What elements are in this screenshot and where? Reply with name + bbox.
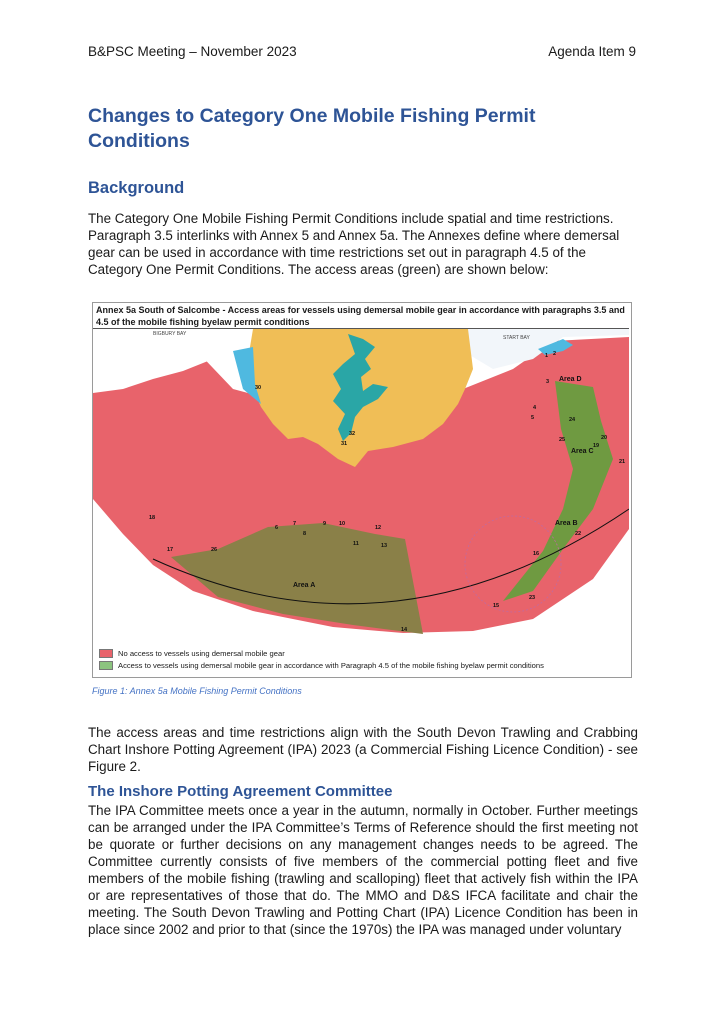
point-14: 14 (401, 627, 408, 633)
background-heading: Background (88, 179, 185, 197)
ipa-alignment-paragraph: The access areas and time restrictions align with the South Devon Trawling and Crabbing Chart Inshore Potting Agreement (IPA) 2023 (a Commercial Fishing Licence Condition) - see Figure 2. (88, 725, 638, 774)
point-11: 11 (353, 541, 359, 547)
point-25: 25 (559, 437, 566, 443)
sea-label-bigbury: BIGBURY BAY (153, 331, 187, 337)
point-9: 9 (323, 521, 327, 527)
ipa-committee-heading: The Inshore Potting Agreement Committee (88, 783, 393, 800)
point-32: 32 (349, 431, 356, 437)
label-area-c: Area C (571, 448, 594, 455)
point-21: 21 (619, 459, 626, 465)
point-24: 24 (569, 417, 576, 423)
annex-map-figure (92, 302, 632, 678)
sea-label-start: START BAY (503, 335, 530, 341)
background-paragraph: The Category One Mobile Fishing Permit Conditions include spatial and time restrictions. Paragraph 3.5 interlinks with Annex 5 and Annex 5a. The Annexes define where demersal gear can be used in accordance with time restrictions set out in paragraph 4.5 of the Category One Permit Conditions. The access areas (green) are shown below: (88, 211, 620, 277)
point-31: 31 (341, 441, 348, 447)
label-area-a: Area A (293, 582, 316, 589)
annex-map (93, 329, 629, 641)
point-10: 10 (339, 521, 346, 527)
header-agenda-item: Agenda Item 9 (548, 44, 636, 59)
point-16: 16 (533, 551, 540, 557)
point-1: 1 (545, 353, 549, 359)
point-17: 17 (167, 547, 174, 553)
point-8: 8 (303, 531, 307, 537)
legend-label-access: Access to vessels using demersal mobile gear in accordance with Paragraph 4.5 of the mobile fishing byelaw permit conditions (118, 661, 544, 670)
figure-caption: Figure 1: Annex 5a Mobile Fishing Permit Conditions (92, 686, 302, 696)
label-area-b: Area B (555, 520, 578, 527)
point-3: 3 (546, 379, 550, 385)
point-18: 18 (149, 515, 156, 521)
point-7: 7 (293, 521, 297, 527)
point-20: 20 (601, 435, 608, 441)
point-23: 23 (529, 595, 536, 601)
point-4: 4 (533, 405, 537, 411)
label-area-d: Area D (559, 376, 582, 383)
point-26: 26 (211, 547, 218, 553)
legend-swatch-green (99, 661, 113, 670)
point-13: 13 (381, 543, 388, 549)
point-2: 2 (553, 351, 557, 357)
document-title: Changes to Category One Mobile Fishing Permit Conditions (88, 105, 536, 152)
legend-swatch-red (99, 649, 113, 658)
point-12: 12 (375, 525, 382, 531)
point-19: 19 (593, 443, 600, 449)
legend-label-no-access: No access to vessels using demersal mobile gear (118, 649, 285, 658)
point-15: 15 (493, 603, 500, 609)
legend-item-access (99, 661, 544, 670)
point-5: 5 (531, 415, 535, 421)
point-22: 22 (575, 531, 582, 537)
map-title: Annex 5a South of Salcombe - Access areas for vessels using demersal mobile gear in accordance with paragraphs 3.5 and 4.5 of the mobile fishing byelaw permit conditions (93, 303, 629, 329)
point-30: 30 (255, 385, 262, 391)
header-meeting: B&PSC Meeting – November 2023 (88, 44, 297, 59)
legend-item-no-access (99, 649, 285, 658)
ipa-committee-paragraph: The IPA Committee meets once a year in the autumn, normally in October. Further meetings can be arranged under the IPA Committee’s Terms of Reference should the first meeting not be quorate or further decisions on any management changes needs to be agreed. The Committee currently consists of five members of the commercial potting fleet and five members of the mobile fishing (trawling and scalloping) fleet that actively fish within the IPA or are representatives of those that do. The MMO and D&S IFCA facilitate and chair the meeting. The South Devon Trawling and Potting Chart (IPA) Licence Condition has been in place since 2002 and prior to that (since the 1970s) the IPA was managed under voluntary (88, 803, 638, 937)
point-6: 6 (275, 525, 279, 531)
